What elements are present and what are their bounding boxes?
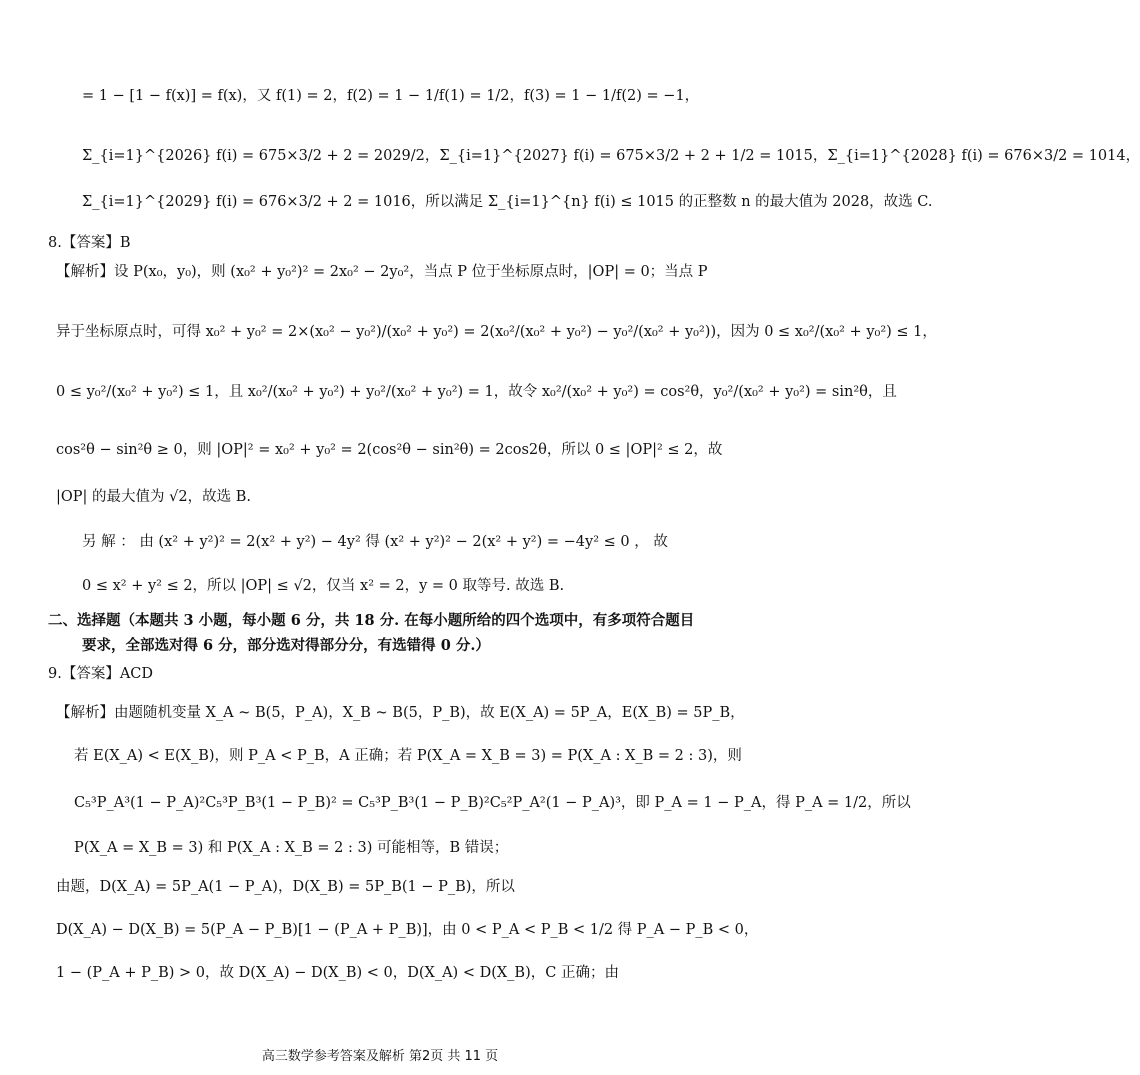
text-line: C₅³P_A³(1 − P_A)²C₅³P_B³(1 − P_B)² = C₅³P_B³(1 − P_B)²C₅²P_A²(1 − P_A)³，即 P_A = 1 − P_A，得 P_A = 1/2，所以	[74, 795, 911, 811]
text-line: 9.【答案】ACD	[48, 666, 154, 682]
page-footer: 高三数学参考答案及解析 第2页 共 11 页	[261, 1049, 499, 1064]
text-line: 0 ≤ y₀²/(x₀² + y₀²) ≤ 1，且 x₀²/(x₀² + y₀²) + y₀²/(x₀² + y₀²) = 1，故令 x₀²/(x₀² + y₀²) = cos²θ，y₀²/(x₀² + y₀²) = sin²θ，且	[56, 384, 897, 400]
text-line: |OP| 的最大值为 √2，故选 B.	[56, 489, 251, 505]
text-line: 【解析】由题随机变量 X_A ~ B(5，P_A)，X_B ~ B(5，P_B)，故 E(X_A) = 5P_A，E(X_B) = 5P_B，	[56, 705, 745, 721]
text-line: Σ_{i=1}^{2026} f(i) = 675×3/2 + 2 = 2029/2，Σ_{i=1}^{2027} f(i) = 675×3/2 + 2 + 1/2 = 1015，Σ_{i=1}^{2028} f(i) = 676×3/2 = 1014，	[82, 148, 1140, 164]
text-line: 二、选择题（本题共 3 小题，每小题 6 分，共 18 分. 在每小题所给的四个选项中，有多项符合题目	[48, 612, 695, 629]
text-line: 另 解 ： 由 (x² + y²)² = 2(x² + y²) − 4y² 得 (x² + y²)² − 2(x² + y²) = −4y² ≤ 0 ， 故	[82, 534, 668, 550]
text-line: 异于坐标原点时，可得 x₀² + y₀² = 2×(x₀² − y₀²)/(x₀² + y₀²) = 2(x₀²/(x₀² + y₀²) − y₀²/(x₀² + y₀²))，因为 0 ≤ x₀²/(x₀² + y₀²) ≤ 1，	[56, 324, 937, 340]
text-line: 0 ≤ x² + y² ≤ 2，所以 |OP| ≤ √2，仅当 x² = 2，y = 0 取等号. 故选 B.	[82, 578, 565, 594]
text-line: 由题，D(X_A) = 5P_A(1 − P_A)，D(X_B) = 5P_B(1 − P_B)，所以	[56, 879, 515, 895]
text-line: D(X_A) − D(X_B) = 5(P_A − P_B)[1 − (P_A + P_B)]，由 0 < P_A < P_B < 1/2 得 P_A − P_B < 0，	[56, 922, 759, 938]
text-line: P(X_A = X_B = 3) 和 P(X_A : X_B = 2 : 3) 可能相等，B 错误；	[74, 840, 509, 856]
text-line: 若 E(X_A) < E(X_B)，则 P_A < P_B，A 正确；若 P(X_A = X_B = 3) = P(X_A : X_B = 2 : 3)，则	[74, 748, 742, 764]
text-line: 【解析】设 P(x₀，y₀)，则 (x₀² + y₀²)² = 2x₀² − 2y₀²，当点 P 位于坐标原点时，|OP| = 0；当点 P	[56, 264, 708, 280]
text-line: = 1 − [1 − f(x)] = f(x)，又 f(1) = 2，f(2) = 1 − 1/f(1) = 1/2，f(3) = 1 − 1/f(2) = −1，	[82, 88, 700, 104]
text-line: 1 − (P_A + P_B) > 0，故 D(X_A) − D(X_B) < 0，D(X_A) < D(X_B)，C 正确；由	[56, 965, 619, 981]
text-line: 要求，全部选对得 6 分，部分选对得部分分，有选错得 0 分.）	[82, 637, 490, 654]
text-line: 8.【答案】B	[48, 235, 131, 251]
text-line: cos²θ − sin²θ ≥ 0，则 |OP|² = x₀² + y₀² = 2(cos²θ − sin²θ) = 2cos2θ，所以 0 ≤ |OP|² ≤ 2，故	[56, 442, 723, 458]
text-line: Σ_{i=1}^{2029} f(i) = 676×3/2 + 2 = 1016，所以满足 Σ_{i=1}^{n} f(i) ≤ 1015 的正整数 n 的最大值为 2028，故选 C.	[82, 194, 933, 210]
